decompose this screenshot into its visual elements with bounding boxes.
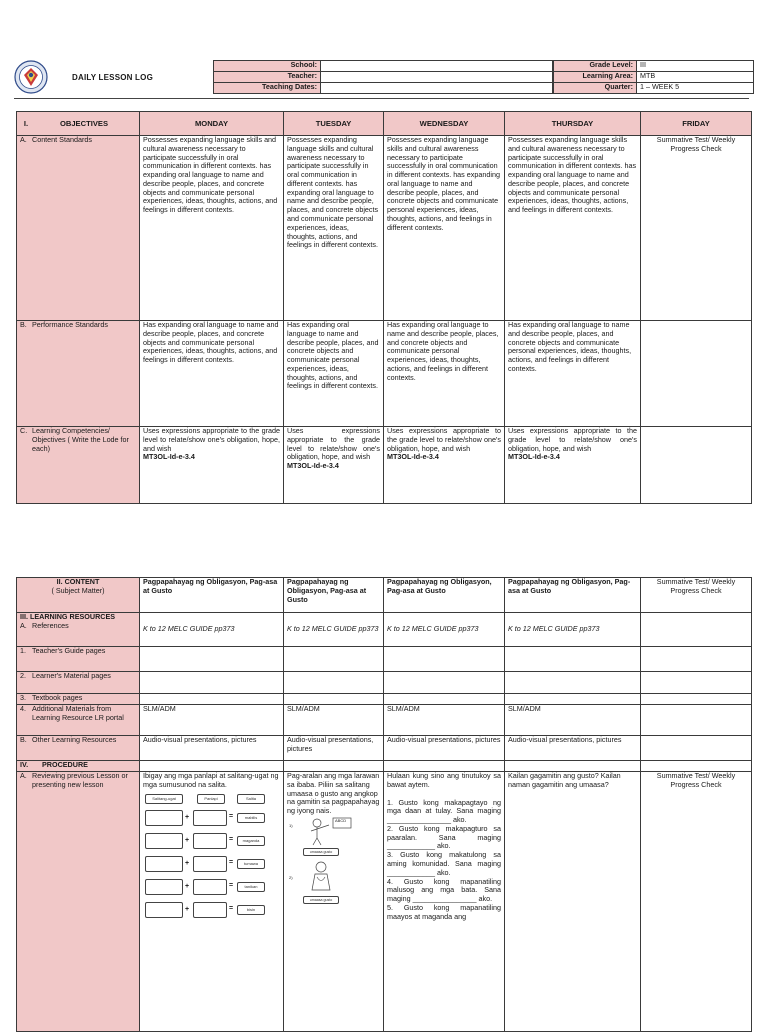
competency-code-monday: MT3OL-Id-e-3.4 — [143, 452, 195, 462]
teachers-guide-number: 1. — [20, 646, 26, 655]
affix-box-3 — [193, 856, 227, 872]
learning-area-label: Learning Area: — [554, 72, 637, 83]
affix-word-diagram — [143, 790, 280, 920]
procedure-tuesday — [284, 761, 384, 772]
references-thursday: K to 12 MELC GUIDE pp373 — [505, 613, 641, 647]
content-label-cell — [17, 578, 140, 613]
day-header-thursday: THURSDAY — [505, 112, 641, 136]
content-friday: Summative Test/ Weekly Progress Check — [641, 578, 752, 613]
performance-standards-label-cell — [17, 321, 140, 427]
performance-standards-wednesday: Has expanding oral language to name and describe people, places, and concrete objects and communicate personal experiences, ideas, thoughts, actions, and feelings in different contexts. — [384, 321, 505, 427]
other-resources-number: B. — [20, 735, 27, 744]
reviewing-monday-instruction: Ibigay ang mga panlapi at salitang-ugat ng mga sumusunod na salita. — [143, 771, 279, 789]
competency-code-thursday: MT3OL-Id-e-3.4 — [508, 452, 560, 462]
procedure-wednesday — [384, 761, 505, 772]
equals-icon: = — [229, 904, 234, 912]
learning-competencies-friday — [641, 427, 752, 504]
root-box-1 — [145, 810, 183, 826]
word-chip-1: mabilis — [237, 813, 265, 823]
performance-standards-friday — [641, 321, 752, 427]
learning-competencies-thursday — [505, 427, 641, 504]
textbook-friday — [641, 694, 752, 705]
teachers-guide-label: Teacher's Guide pages — [32, 646, 106, 655]
additional-materials-label-cell — [17, 705, 140, 736]
references-number: A. — [20, 620, 27, 630]
content-standards-wednesday: Possesses expanding language skills and cultural awareness necessary to participate successfully in oral communication in different contexts. has expanding oral language to name and describe people, places, and concrete objects and communicate personal experiences, ideas, thoughts, actions, and feelings in different contexts. — [384, 136, 505, 321]
learners-material-label-cell — [17, 672, 140, 694]
word-chip-5: bisin — [237, 905, 265, 915]
reviewing-friday: Summative Test/ Weekly Progress Check — [641, 772, 752, 1032]
word-chip-2: maganda — [237, 836, 265, 846]
learning-competencies-tuesday — [284, 427, 384, 504]
reviewing-tuesday-instruction: Pag-aralan ang mga larawan sa ibaba. Piliin sa salitang umaasa o gusto ang angkop na gamitin sa pagpapahayag ng iyong nais. — [287, 771, 380, 816]
textbook-thursday — [505, 694, 641, 705]
other-resources-friday — [641, 736, 752, 761]
day-header-friday: FRIDAY — [641, 112, 752, 136]
guess-item-1: 1. Gusto kong makapagtayo ng mga daan at tulay. Sana maging ________________ ako. — [387, 797, 501, 825]
procedure-number: IV. — [20, 760, 29, 769]
plus-icon: + — [185, 882, 190, 890]
content-wednesday: Pagpapahayag ng Obligasyon, Pag-asa at Gusto — [384, 578, 505, 613]
teachers-guide-tuesday — [284, 647, 384, 672]
affix-box-1 — [193, 810, 227, 826]
content-standards-label-cell — [17, 136, 140, 321]
school-info-table — [213, 60, 553, 94]
learners-material-thursday — [505, 672, 641, 694]
teachers-guide-monday — [140, 647, 284, 672]
root-box-5 — [145, 902, 183, 918]
equals-icon: = — [229, 812, 234, 820]
tuesday-picture-area — [287, 816, 380, 916]
affix-box-2 — [193, 833, 227, 849]
procedure-friday — [641, 761, 752, 772]
diagram-chip-root: Salitang-ugat — [145, 794, 183, 804]
other-resources-label: Other Learning Resources — [32, 735, 117, 744]
learning-competencies-number: C. — [20, 426, 28, 435]
additional-materials-tuesday: SLM/ADM — [284, 705, 384, 736]
teaching-dates-label: Teaching Dates: — [214, 83, 321, 94]
reviewing-wednesday — [384, 772, 505, 1032]
references-friday — [641, 613, 752, 647]
textbook-wednesday — [384, 694, 505, 705]
content-standards-tuesday: Possesses expanding language skills and cultural awareness necessary to participate successfully in oral communication in different contexts. has expanding oral language to name and describe people, places, and concrete objects and communicate personal experiences, ideas, thoughts, actions, and feelings in different contexts. — [284, 136, 384, 321]
learners-material-tuesday — [284, 672, 384, 694]
plus-icon: + — [185, 905, 190, 913]
teachers-guide-wednesday — [384, 647, 505, 672]
content-monday: Pagpapahayag ng Obligasyon, Pag-asa at Gusto — [140, 578, 284, 613]
other-resources-wednesday: Audio-visual presentations, pictures — [384, 736, 505, 761]
textbook-number: 3. — [20, 693, 26, 702]
reviewing-monday — [140, 772, 284, 1032]
affix-box-5 — [193, 902, 227, 918]
performance-standards-monday: Has expanding oral language to name and describe people, places, and concrete objects and communicate personal experiences, ideas, thoughts, actions, and feelings in different contexts. — [140, 321, 284, 427]
affix-box-4 — [193, 879, 227, 895]
references-tuesday: K to 12 MELC GUIDE pp373 — [284, 613, 384, 647]
reviewing-tuesday — [284, 772, 384, 1032]
references-monday: K to 12 MELC GUIDE pp373 — [140, 613, 284, 647]
root-box-2 — [145, 833, 183, 849]
competency-code-tuesday: MT3OL-Id-e-3.4 — [287, 461, 339, 471]
teachers-guide-label-cell — [17, 647, 140, 672]
day-header-wednesday: WEDNESDAY — [384, 112, 505, 136]
other-resources-tuesday: Audio-visual presentations, pictures — [284, 736, 384, 761]
teacher-at-board-illustration — [303, 816, 355, 849]
learning-competencies-label: Learning Competencies/ Objectives ( Write the Lode for each) — [32, 426, 129, 453]
diagram-chip-word: Salita — [237, 794, 265, 804]
grade-level-label: Grade Level: — [554, 61, 637, 72]
doctor-illustration — [307, 860, 335, 895]
performance-standards-tuesday: Has expanding oral language to name and describe people, places, and concrete objects and communicate personal experiences, ideas, thoughts, actions, and feelings in different contexts. — [284, 321, 384, 427]
guess-item-3: 3. Gusto kong makatulong sa aming komunidad. Sana maging ____________ ako. — [387, 850, 501, 877]
reviewing-lesson-number: A. — [20, 771, 27, 780]
teachers-guide-thursday — [505, 647, 641, 672]
objectives-header — [17, 112, 140, 136]
picture-number-2: 2) — [289, 874, 293, 880]
content-label: II. CONTENT — [56, 577, 100, 586]
option-chip-1: umaasa gusto — [303, 848, 339, 856]
additional-materials-wednesday: SLM/ADM — [384, 705, 505, 736]
school-label: School: — [214, 61, 321, 72]
guess-item-5: 5. Gusto kong mapanatiling maayos at maganda ang — [387, 902, 501, 921]
competency-text-monday: Uses expressions appropriate to the grade level to relate/show one's obligation, hope, and wish — [143, 426, 280, 453]
learning-resources-label-cell — [17, 613, 140, 647]
competency-code-wednesday: MT3OL-Id-e-3.4 — [387, 452, 439, 462]
root-box-4 — [145, 879, 183, 895]
word-chip-3: tumawa — [237, 859, 265, 869]
reviewing-wednesday-intro: Hulaan kung sino ang tinutukoy sa bawat aytem. — [387, 771, 501, 789]
teacher-value — [321, 72, 553, 83]
daily-lesson-log-title: DAILY LESSON LOG — [72, 73, 153, 82]
plus-icon: + — [185, 813, 190, 821]
day-header-monday: MONDAY — [140, 112, 284, 136]
learning-competencies-monday — [140, 427, 284, 504]
learning-competencies-label-cell — [17, 427, 140, 504]
class-info-table — [553, 60, 754, 94]
teachers-guide-friday — [641, 647, 752, 672]
quarter-value: 1 – WEEK 5 — [637, 83, 754, 94]
textbook-label: Textbook pages — [32, 693, 83, 702]
performance-standards-label: Performance Standards — [32, 320, 108, 329]
reviewing-lesson-label: Reviewing previous Lesson or presenting new lesson — [32, 771, 128, 789]
procedure-thursday — [505, 761, 641, 772]
root-box-3 — [145, 856, 183, 872]
teacher-label: Teacher: — [214, 72, 321, 83]
procedure-monday — [140, 761, 284, 772]
additional-materials-thursday: SLM/ADM — [505, 705, 641, 736]
performance-standards-thursday: Has expanding oral language to name and describe people, places, and concrete objects and communicate personal experiences, ideas, thoughts, actions, and feelings in different contexts. — [505, 321, 641, 427]
content-standards-friday: Summative Test/ Weekly Progress Check — [641, 136, 752, 321]
reviewing-thursday: Kailan gagamitin ang gusto? Kailan naman gagamitin ang umaasa? — [505, 772, 641, 1032]
reviewing-lesson-label-cell — [17, 772, 140, 1032]
picture-number-1: 1) — [289, 822, 293, 828]
content-tuesday: Pagpapahayag ng Obligasyon, Pag-asa at Gusto — [284, 578, 384, 613]
learners-material-monday — [140, 672, 284, 694]
additional-materials-label: Additional Materials from Learning Resource LR portal — [32, 704, 124, 722]
content-standards-monday: Possesses expanding language skills and cultural awareness necessary to participate successfully in oral communication in different contexts. has expanding oral language to name and describe people, places, and concrete objects and communicate personal experiences, ideas, thoughts, actions, and feelings in different contexts. — [140, 136, 284, 321]
option-chip-2: umaasa gusto — [303, 896, 339, 904]
day-header-tuesday: TUESDAY — [284, 112, 384, 136]
additional-materials-number: 4. — [20, 704, 26, 713]
objectives-number: I. — [23, 118, 29, 128]
procedure-label: PROCEDURE — [42, 760, 88, 769]
other-resources-label-cell — [17, 736, 140, 761]
learners-material-wednesday — [384, 672, 505, 694]
guess-item-4: 4. Gusto kong mapanatiling malusog ang mga bata. Sana maging ________________ ako. — [387, 876, 501, 904]
procedure-label-cell — [17, 761, 140, 772]
learners-material-number: 2. — [20, 671, 26, 680]
content-sublabel: ( Subject Matter) — [51, 585, 105, 595]
competency-text-thursday: Uses expressions appropriate to the grade level to relate/show one's obligation, hope, and wish — [508, 426, 637, 453]
content-procedure-table — [16, 577, 752, 1032]
learning-competencies-wednesday — [384, 427, 505, 504]
plus-icon: + — [185, 859, 190, 867]
objectives-table — [16, 111, 752, 504]
learning-resources-label: III. LEARNING RESOURCES — [20, 612, 116, 621]
competency-text-wednesday: Uses expressions appropriate to the grade level to relate/show one's obligation, hope, and wish — [387, 426, 501, 453]
deped-seal-logo — [14, 60, 48, 94]
header-divider — [14, 98, 749, 99]
learners-material-friday — [641, 672, 752, 694]
learners-material-label: Learner's Material pages — [32, 671, 111, 680]
other-resources-thursday: Audio-visual presentations, pictures — [505, 736, 641, 761]
performance-standards-number: B. — [20, 320, 27, 329]
equals-icon: = — [229, 881, 234, 889]
board-text: ABCD — [335, 817, 347, 823]
grade-level-value: III — [637, 61, 754, 72]
additional-materials-friday — [641, 705, 752, 736]
references-wednesday: K to 12 MELC GUIDE pp373 — [384, 613, 505, 647]
school-value — [321, 61, 553, 72]
additional-materials-monday: SLM/ADM — [140, 705, 284, 736]
teaching-dates-value — [321, 83, 553, 94]
textbook-tuesday — [284, 694, 384, 705]
references-label: References — [32, 620, 69, 630]
content-standards-thursday: Possesses expanding language skills and cultural awareness necessary to participate successfully in oral communication in different contexts. has expanding oral language to name and describe people, places, and concrete objects and communicate personal experiences, ideas, thoughts, actions, and feelings in different contexts. — [505, 136, 641, 321]
plus-icon: + — [185, 836, 190, 844]
learning-area-value: MTB — [637, 72, 754, 83]
content-standards-label: Content Standards — [32, 135, 92, 144]
competency-text-tuesday: Uses expressions appropriate to the grade level to relate/show one's obligation, hope, and wish — [287, 426, 380, 462]
content-thursday: Pagpapahayag ng Obligasyon, Pag-asa at Gusto — [505, 578, 641, 613]
guess-item-2: 2. Gusto kong makapagturo sa paaralan. Sana maging ____________ ako. — [387, 823, 501, 851]
word-chip-4: tanikan — [237, 882, 265, 892]
textbook-monday — [140, 694, 284, 705]
objectives-heading: OBJECTIVES — [59, 118, 109, 128]
content-standards-number: A. — [20, 135, 27, 144]
other-resources-monday: Audio-visual presentations, pictures — [140, 736, 284, 761]
textbook-label-cell — [17, 694, 140, 705]
equals-icon: = — [229, 858, 234, 866]
equals-icon: = — [229, 835, 234, 843]
diagram-chip-affix: Panlapi — [197, 794, 225, 804]
quarter-label: Quarter: — [554, 83, 637, 94]
